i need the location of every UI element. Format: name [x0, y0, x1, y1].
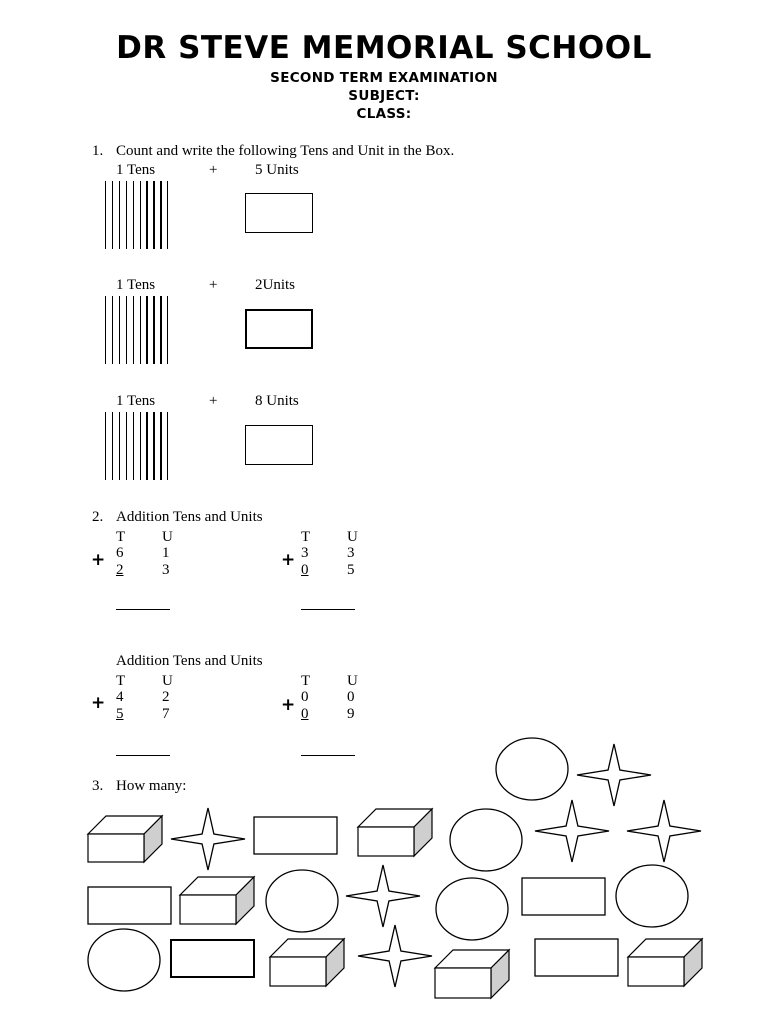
col-u-label: U: [347, 673, 358, 689]
tens-stick: [153, 412, 154, 480]
cuboid-side: [144, 816, 162, 862]
tens-stick: [146, 296, 147, 364]
star-shape: [171, 808, 245, 870]
cuboid-top: [180, 877, 254, 895]
tens-sticks: [105, 181, 171, 249]
subject-label: SUBJECT:: [348, 88, 420, 104]
bottom-tens: 0: [301, 562, 309, 578]
star-shape: [346, 865, 420, 927]
tens-stick: [133, 412, 134, 480]
tens-stick: [105, 412, 106, 480]
plus-sign: +: [281, 550, 296, 570]
cuboid-front: [180, 895, 236, 924]
bottom-units: 3: [162, 562, 170, 578]
cuboid-shape: [180, 877, 254, 924]
cuboid-side: [414, 809, 432, 856]
cuboid-shape: [628, 939, 702, 986]
bottom-units: 9: [347, 706, 355, 722]
q1-row1-plus: +: [209, 162, 218, 178]
tens-stick: [160, 296, 161, 364]
top-units: 3: [347, 545, 355, 561]
star-shape: [358, 925, 432, 987]
bottom-tens: 5: [116, 706, 124, 722]
tens-stick: [112, 412, 113, 480]
rectangle-shape: [88, 887, 171, 924]
star-shape: [627, 800, 701, 862]
col-u-label: U: [162, 529, 173, 545]
q2-number: 2.: [92, 509, 104, 525]
q1-number: 1.: [92, 143, 104, 159]
rectangle-shape: [254, 817, 337, 854]
tens-stick: [167, 412, 168, 480]
top-tens: 0: [301, 689, 309, 705]
plus-sign: +: [91, 693, 106, 713]
answer-line[interactable]: [116, 609, 170, 610]
q1-row3-tens: 1 Tens: [116, 393, 156, 409]
tens-stick: [112, 296, 113, 364]
cuboid-shape: [358, 809, 432, 856]
answer-line[interactable]: [116, 755, 170, 756]
tens-stick: [140, 296, 141, 364]
q1-row3-plus: +: [209, 393, 218, 409]
col-t-label: T: [116, 529, 126, 545]
circle-shape: [450, 809, 522, 871]
tens-stick: [146, 181, 147, 249]
col-t-label: T: [301, 673, 311, 689]
tens-stick: [133, 181, 134, 249]
col-t-label: T: [301, 529, 311, 545]
tens-stick: [105, 296, 106, 364]
top-tens: 4: [116, 689, 124, 705]
circle-shape: [616, 865, 688, 927]
tens-stick: [146, 412, 147, 480]
bottom-row: [301, 562, 355, 579]
tens-stick: [140, 412, 141, 480]
col-u-label: U: [162, 673, 173, 689]
top-units: 0: [347, 689, 355, 705]
q3-question: How many:: [116, 778, 187, 794]
cuboid-front: [628, 957, 684, 986]
tens-stick: [119, 181, 120, 249]
star-shape: [577, 744, 651, 806]
q1-row2-units: 2Units: [255, 277, 296, 293]
plus-sign: +: [91, 550, 106, 570]
q1-row1-tens: 1 Tens: [116, 162, 156, 178]
cuboid-top: [628, 939, 702, 957]
q1-row2-plus: +: [209, 277, 218, 293]
cuboid-shape: [435, 950, 509, 998]
bottom-row: [116, 706, 170, 723]
bottom-tens: 2: [116, 562, 124, 578]
cuboid-shape: [88, 816, 162, 862]
tens-stick: [126, 296, 127, 364]
tens-sticks: [105, 412, 171, 480]
q2-title-2: Addition Tens and Units: [116, 653, 263, 669]
star-shape: [535, 800, 609, 862]
tens-stick: [112, 181, 113, 249]
circle-shape: [436, 878, 508, 940]
tens-sticks: [105, 296, 171, 364]
tens-stick: [153, 181, 154, 249]
cuboid-side: [236, 877, 254, 924]
answer-box[interactable]: [245, 309, 313, 349]
tens-stick: [160, 412, 161, 480]
bottom-units: 5: [347, 562, 355, 578]
bottom-tens: 0: [301, 706, 309, 722]
answer-line[interactable]: [301, 609, 355, 610]
tens-stick: [167, 296, 168, 364]
tens-stick: [153, 296, 154, 364]
bottom-units: 7: [162, 706, 170, 722]
cuboid-top: [270, 939, 344, 957]
col-u-label: U: [347, 529, 358, 545]
cuboid-side: [491, 950, 509, 998]
top-tens: 6: [116, 545, 124, 561]
rectangle-shape: [522, 878, 605, 915]
q3-number: 3.: [92, 778, 104, 794]
bottom-row: [301, 706, 355, 723]
rectangle-shape: [535, 939, 618, 976]
tens-stick: [160, 181, 161, 249]
tens-stick: [126, 412, 127, 480]
tens-stick: [167, 181, 168, 249]
tens-stick: [119, 296, 120, 364]
tens-stick: [126, 181, 127, 249]
tens-stick: [105, 181, 106, 249]
q2-title: Addition Tens and Units: [116, 509, 263, 525]
class-label: CLASS:: [356, 106, 412, 122]
cuboid-side: [326, 939, 344, 986]
cuboid-top: [435, 950, 509, 968]
q1-row2-tens: 1 Tens: [116, 277, 156, 293]
cuboid-shape: [270, 939, 344, 986]
cuboid-top: [358, 809, 432, 827]
col-t-label: T: [116, 673, 126, 689]
top-units: 1: [162, 545, 170, 561]
answer-box[interactable]: [245, 425, 313, 465]
answer-box[interactable]: [245, 193, 313, 233]
circle-shape: [496, 738, 568, 800]
school-name: DR STEVE MEMORIAL SCHOOL: [116, 30, 652, 66]
bottom-row: [116, 562, 170, 579]
tens-stick: [133, 296, 134, 364]
circle-shape: [88, 929, 160, 991]
plus-sign: +: [281, 695, 296, 715]
cuboid-top: [88, 816, 162, 834]
top-units: 2: [162, 689, 170, 705]
rectangle-shape: [171, 940, 254, 977]
tens-stick: [140, 181, 141, 249]
q1-instruction: Count and write the following Tens and Unit in the Box.: [116, 143, 455, 159]
answer-line[interactable]: [301, 755, 355, 756]
cuboid-front: [435, 968, 491, 998]
cuboid-side: [684, 939, 702, 986]
circle-shape: [266, 870, 338, 932]
exam-title: SECOND TERM EXAMINATION: [270, 70, 498, 86]
top-tens: 3: [301, 545, 309, 561]
cuboid-front: [270, 957, 326, 986]
tens-stick: [119, 412, 120, 480]
q1-row3-units: 8 Units: [255, 393, 299, 409]
cuboid-front: [358, 827, 414, 856]
cuboid-front: [88, 834, 144, 862]
q1-row1-units: 5 Units: [255, 162, 299, 178]
